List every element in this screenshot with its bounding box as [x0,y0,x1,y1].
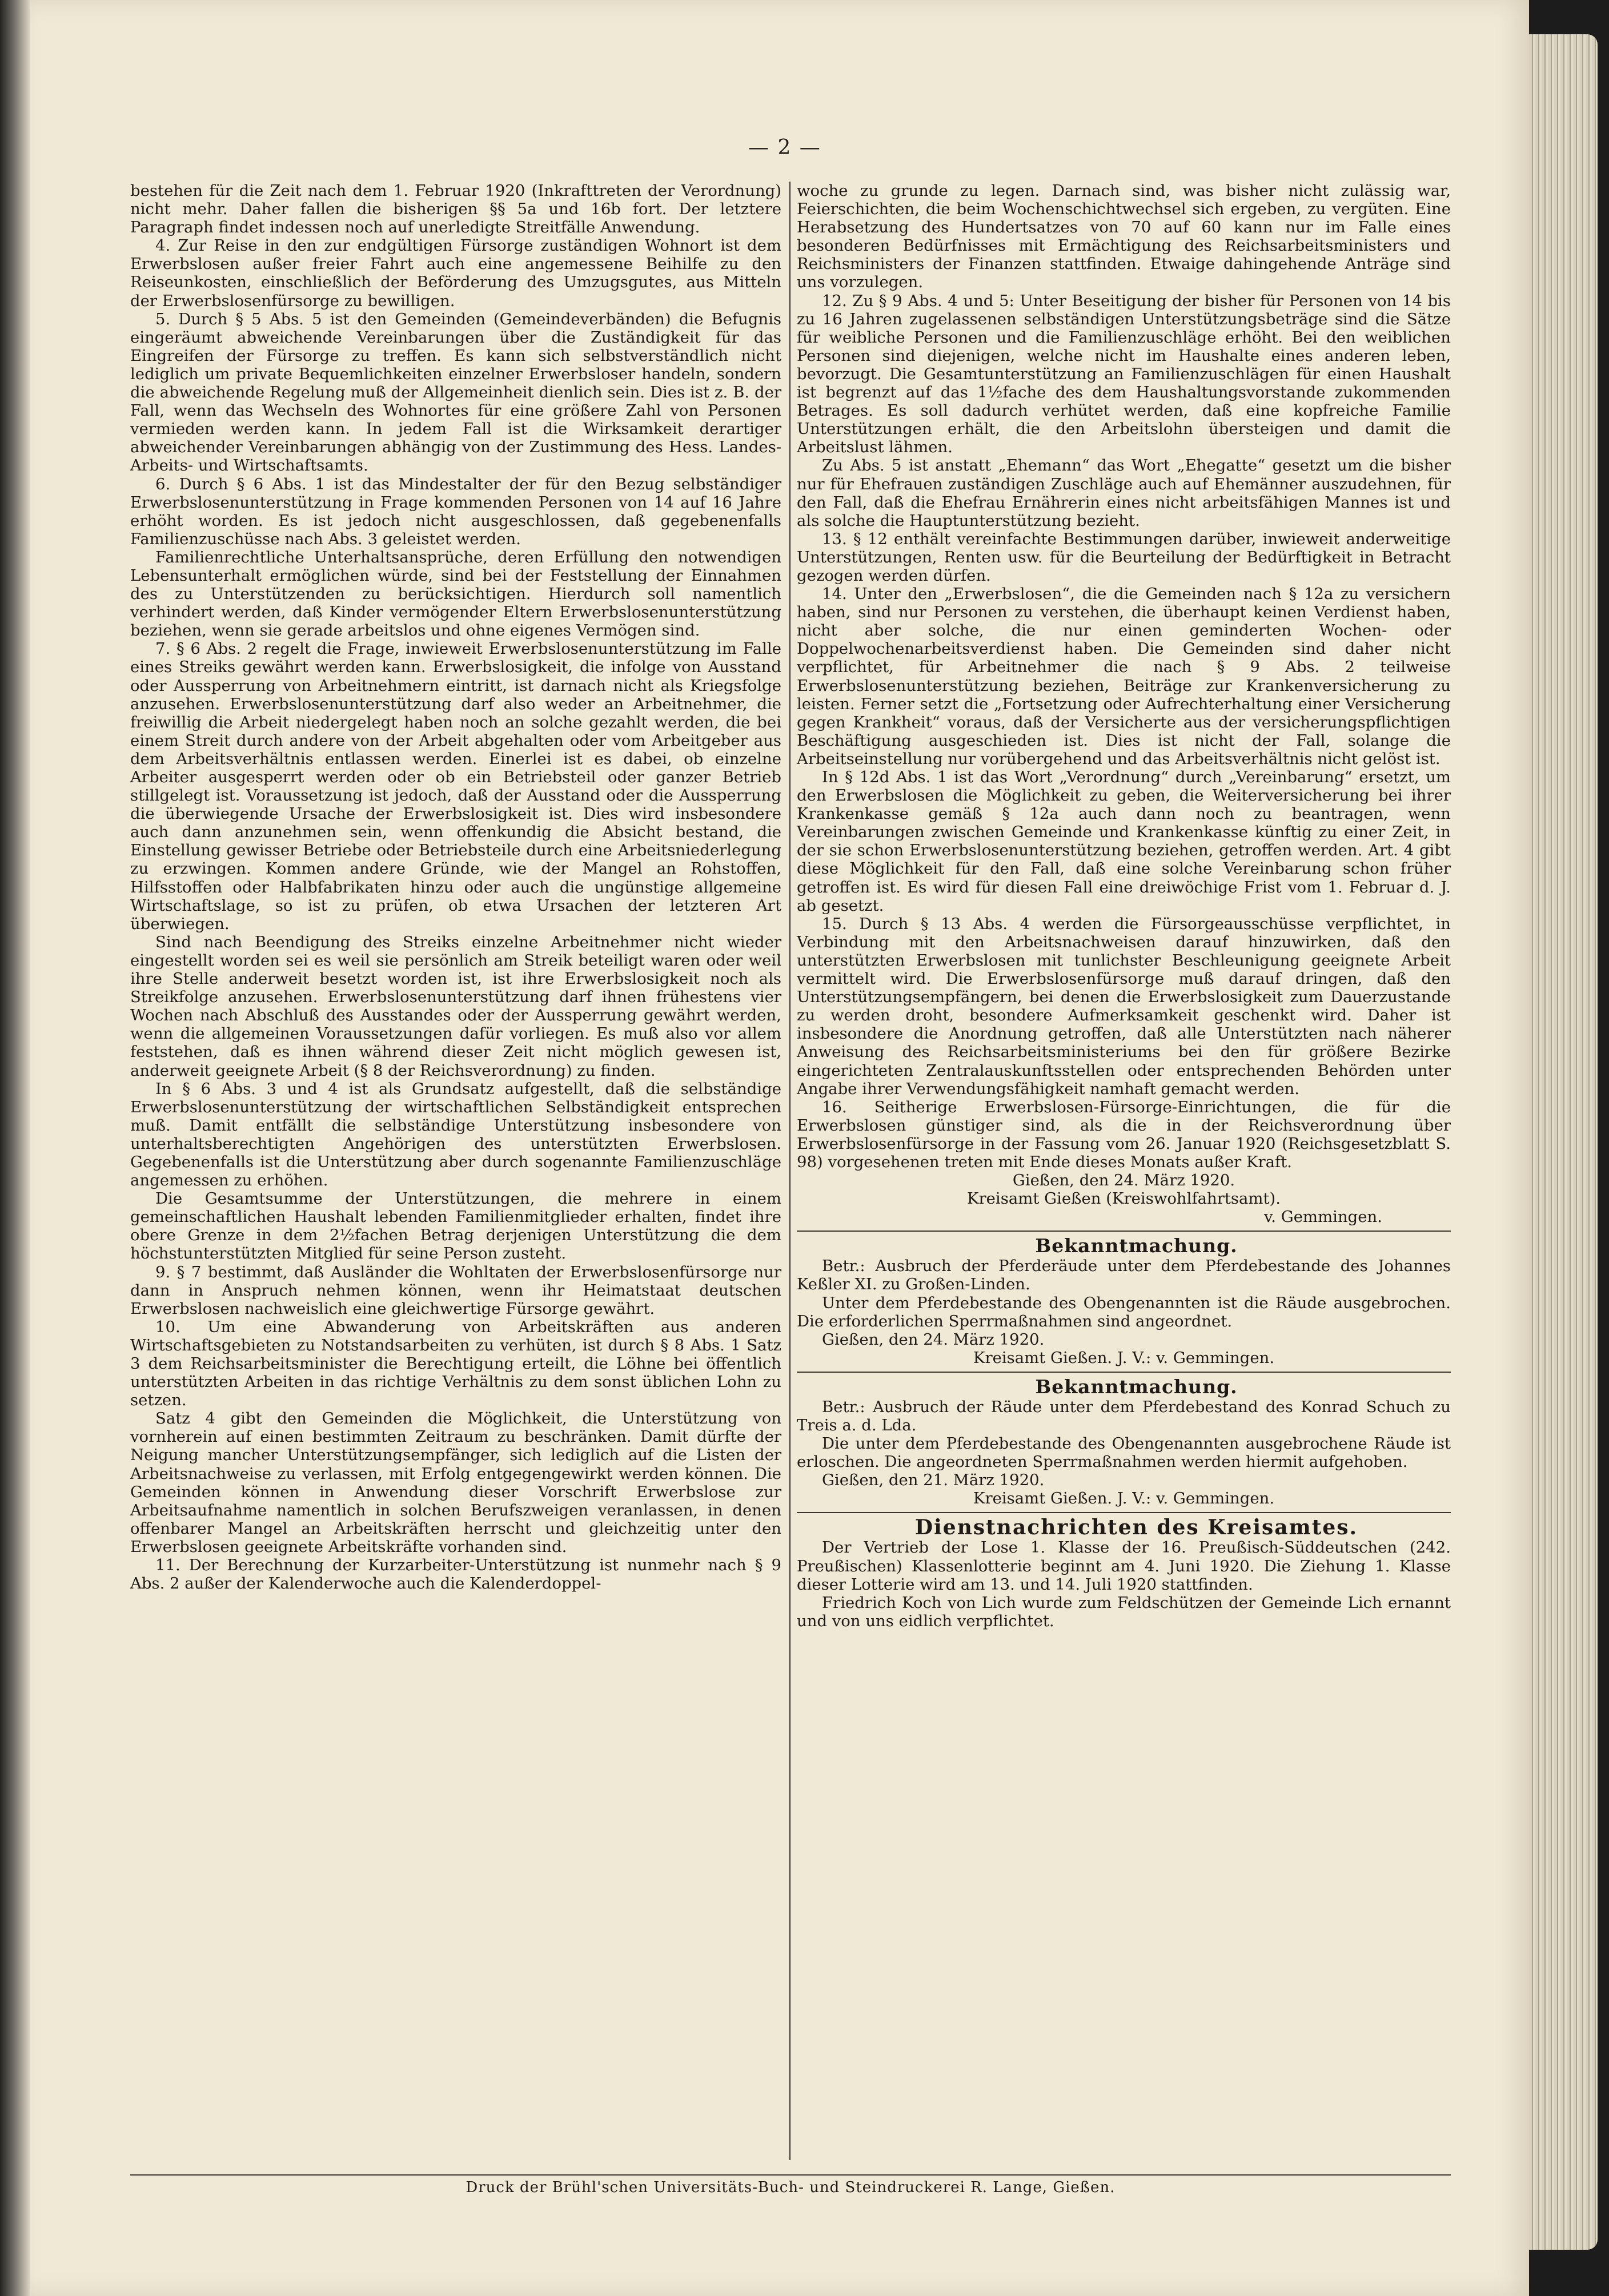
section-rule [797,1372,1451,1373]
paragraph: 5. Durch § 5 Abs. 5 ist den Gemeinden (Gemeindeverbänden) die Befugnis eingeräumt abweichende Vereinbarungen über die Zuständigkeit für das Eingreifen der Fürsorge zu treffen. Es kann sich selbstverständlich nicht lediglich um private Bequemlichkeiten einzelner Erwerbsloser handeln, sondern die abweichende Regelung muß der Allgemeinheit dienlich sein. Dies ist z. B. der Fall, wenn das Wechseln des Wohnortes für eine größere Zahl von Personen vermieden werden kann. In jedem Fall ist die Wirksamkeit derartiger abweichender Vereinbarungen abhängig von der Zustimmung des Hess. Landes-Arbeits- und Wirtschaftsamts. [130,309,781,475]
signature-name: v. Gemmingen. [1264,1208,1382,1227]
printer-imprint: Druck der Brühl'schen Universitäts-Buch- und Steindruckerei R. Lange, Gießen. [466,2179,1116,2196]
column-divider [789,182,791,2160]
section-rule [797,1512,1451,1513]
paragraph: woche zu grunde zu legen. Darnach sind, was bisher nicht zulässig war, Feierschichten, die beim Wochenschichtwechsel sich ergeben, zu vergüten. Eine Herabsetzung des Hundertsatzes von 70 auf 60 kann nur im Falle eines besonderen Bedürfnisses mit Ermächtigung des Reichsarbeitsministers und Reichsministers der Finanzen stattfinden. Etwaige dahingehende Anträge sind uns vorzulegen. [797,182,1451,292]
paragraph: 11. Der Berechnung der Kurzarbeiter-Unterstützung ist nunmehr nach § 9 Abs. 2 außer der Kalenderwoche auch die Kalenderdoppel- [130,1556,781,1593]
page-stack-edge [1529,34,1598,2250]
paragraph: 6. Durch § 6 Abs. 1 ist das Mindestalter der für den Bezug selbständiger Erwerbslosenunterstützung in Frage kommenden Personen von 14 auf 16 Jahre erhöht worden. Es ist jedoch nicht ausgeschlossen, daß gegebenenfalls Familienzuschüsse nach Abs. 3 geleistet werden. [130,475,781,548]
notice-signature: Kreisamt Gießen. J. V.: v. Gemmingen. [973,1348,1275,1367]
notice-place-date: Gießen, den 24. März 1920. [822,1330,1045,1349]
adjacent-page-edge [0,0,30,2296]
section-rule [797,1231,1451,1232]
notice-subject: Betr.: Ausbruch der Pferderäude unter dem Pferdebestande des Johannes Keßler XI. zu Großen-Linden. [797,1257,1451,1294]
paragraph: Sind nach Beendigung des Streiks einzelne Arbeitnehmer nicht wieder eingestellt worden sei es weil sie persönlich am Streik beteiligt waren oder weil ihre Stelle anderweit besetzt worden ist, ist ihre Erwerbslosigkeit noch als Streikfolge anzusehen. Erwerbslosenunterstützung darf ihnen frühestens vier Wochen nach Abschluß des Ausstandes oder der Aussperrung gewährt werden, wenn die allgemeinen Voraussetzungen dafür vorliegen. Es muß also vor allem feststehen, daß es ihnen während dieser Zeit nicht möglich gewesen ist, anderweit geeignete Arbeit (§ 8 der Reichsverordnung) zu finden. [130,932,781,1080]
notice-body: Die unter dem Pferdebestande des Obengenannten ausgebrochene Räude ist erloschen. Die angeordneten Sperrmaßnahmen werden hiermit aufgehoben. [797,1434,1451,1471]
notice-heading: Bekanntmachung. [1035,1235,1238,1257]
notice-body: Der Vertrieb der Lose 1. Klasse der 16. Preußisch-Süddeutschen (242. Preußischen) Klassenlotterie beginnt am 4. Juni 1920. Die Ziehung 1. Klasse dieser Lotterie wird am 13. und 14. Juli 1920 stattfinden. [797,1538,1451,1594]
footer-rule [130,2174,1451,2176]
paragraph: Familienrechtliche Unterhaltsansprüche, deren Erfüllung den notwendigen Lebensunterhalt ermöglichen würde, sind bei der Feststellung der Einnahmen des zu Unterstützenden zu berücksichtigen. Hierdurch soll namentlich verhindert werden, daß Kinder vermögender Eltern Erwerbslosenunterstützung beziehen, wenn sie gerade arbeitslos und ohne eigenes Vermögen sind. [130,548,781,640]
paragraph: 12. Zu § 9 Abs. 4 und 5: Unter Beseitigung der bisher für Personen von 14 bis zu 16 Jahren zugelassenen selbständigen Unterstützungsbeträge sind die Sätze für weibliche Personen und die Familienzuschläge erhöht. Bei den weiblichen Personen sind diejenigen, welche nicht im Haushalte eines anderen leben, bevorzugt. Die Gesamtunterstützung an Familienzuschlägen für einen Haushalt ist begrenzt auf das 1½fache des dem Haushaltungsvorstande zukommenden Betrages. Es soll dadurch verhütet werden, daß eine kopfreiche Familie Unterstützungen erhält, die den Arbeitslohn übersteigen und damit die Arbeitslust lähmen. [797,291,1451,457]
signature-place-date: Gießen, den 24. März 1920. [1012,1171,1235,1190]
notice-body: Friedrich Koch von Lich wurde zum Feldschützen der Gemeinde Lich ernannt und von uns eidlich verpflichtet. [797,1593,1451,1630]
paragraph: 14. Unter den „Erwerbslosen“, die die Gemeinden nach § 12a zu versichern haben, sind nur Personen zu verstehen, die überhaupt keinen Verdienst haben, nicht aber solche, die nur einen geminderten Wochen- oder Doppelwochenarbeitsverdienst haben. Die Gemeinden sind daher nicht verpflichtet, für Arbeitnehmer die nach § 9 Abs. 2 teilweise Erwerbslosenunterstützung beziehen, Beiträge zur Krankenversicherung zu leisten. Ferner setzt die „Fortsetzung oder Aufrechterhaltung einer Versicherung gegen Krankheit“ voraus, daß der Versicherte aus der versicherungspflichtigen Beschäftigung ausgeschieden ist. Dies ist nicht der Fall, solange die Arbeitseinstellung nur vorübergehend und das Arbeitsverhältnis nicht gelöst ist. [797,585,1451,768]
page-number: — 2 — [748,136,821,159]
notice-subject: Betr.: Ausbruch der Räude unter dem Pferdebestand des Konrad Schuch zu Treis a. d. Lda. [797,1397,1451,1434]
left-column [130,182,781,1593]
notice-signature: Kreisamt Gießen. J. V.: v. Gemmingen. [973,1489,1275,1508]
paragraph: Zu Abs. 5 ist anstatt „Ehemann“ das Wort „Ehegatte“ gesetzt um die bisher nur für Ehefrauen zuständigen Zuschläge auch auf Ehemänner auszudehnen, für den Fall, daß die Ehefrau Ernährerin eines nicht arbeitsfähigen Mannes ist und als solche die Hauptunterstützung bezieht. [797,456,1451,530]
paragraph: In § 12d Abs. 1 ist das Wort „Verordnung“ durch „Vereinbarung“ ersetzt, um den Erwerbslosen die Möglichkeit zu geben, die Weiterversicherung bei ihrer Krankenkasse gemäß § 12a auch dann noch zu beantragen, wenn Vereinbarungen zwischen Gemeinde und Krankenkasse künftig zu einer Zeit, in der sie schon Erwerbslosenunterstützung beziehen, getroffen werden. Art. 4 gibt diese Möglichkeit für den Fall, daß eine solche Vereinbarung schon früher getroffen ist. Es wird für diesen Fall eine dreiwöchige Frist vom 1. Februar d. J. ab gesetzt. [797,768,1451,915]
paragraph: bestehen für die Zeit nach dem 1. Februar 1920 (Inkrafttreten der Verordnung) nicht mehr. Daher fallen die bisherigen §§ 5a und 16b fort. Der letztere Paragraph findet indessen noch auf unerledigte Streitfälle Anwendung. [130,182,781,237]
paragraph: In § 6 Abs. 3 und 4 ist als Grundsatz aufgestellt, daß die selbständige Erwerbslosenunterstützung der wirtschaftlichen Selbständigkeit entsprechen muß. Damit entfällt die selbständige Unterstützung insbesondere von unterhaltsberechtigten Angehörigen des unterstützten Erwerbslosen. Gegebenenfalls ist die Unterstützung aber durch sogenannte Familienzuschläge angemessen zu erhöhen. [130,1079,781,1190]
paragraph: 4. Zur Reise in den zur endgültigen Fürsorge zuständigen Wohnort ist dem Erwerbslosen außer freier Fahrt auch eine angemessene Beihilfe zu den Reiseunkosten, einschließlich der Beförderung des Umzugsgutes, aus Mitteln der Erwerbslosenfürsorge zu bewilligen. [130,236,781,310]
paragraph: 16. Seitherige Erwerbslosen-Fürsorge-Einrichtungen, die für die Erwerbslosen günstiger sind, als die in der Reichsverordnung über Erwerbslosenfürsorge in der Fassung vom 26. Januar 1920 (Reichsgesetzblatt S. 98) vorgesehenen treten mit Ende dieses Monats außer Kraft. [797,1097,1451,1171]
paragraph: Satz 4 gibt den Gemeinden die Möglichkeit, die Unterstützung von vornherein auf einen bestimmten Zeitraum zu beschränken. Damit dürfte der Neigung mancher Unterstützungsempfänger, sich lediglich auf die Listen der Arbeitsnachweise zu verlassen, mit Erfolg entgegengewirkt werden können. Die Gemeinden können in Anwendung dieser Vorschrift Erwerbslose zur Arbeitsaufnahme namentlich in solchen Berufszweigen veranlassen, in denen offenbarer Mangel an Arbeitskräften herrscht und gleichzeitig unter den Erwerbslosen geeignete Arbeitskräfte vorhanden sind. [130,1409,781,1556]
paragraph: 10. Um eine Abwanderung von Arbeitskräften aus anderen Wirtschaftsgebieten zu Notstandsarbeiten zu verhüten, ist durch § 8 Abs. 1 Satz 3 dem Reichsarbeitsminister die Berechtigung erteilt, die Löhne bei öffentlich unterstützten Arbeiten in das richtige Verhältnis zu dem sonst üblichen Lohn zu setzen. [130,1317,781,1410]
notice-place-date: Gießen, den 21. März 1920. [822,1471,1045,1490]
signature-office: Kreisamt Gießen (Kreiswohlfahrtsamt). [966,1189,1281,1208]
paragraph: Die Gesamtsumme der Unterstützungen, die mehrere in einem gemeinschaftlichen Haushalt lebenden Familienmitglieder erhalten, findet ihre obere Grenze in dem 2½fachen Betrag derjenigen Unterstützung die dem höchstunterstützten Mitglied für seine Person zusteht. [130,1189,781,1263]
paragraph: 9. § 7 bestimmt, daß Ausländer die Wohltaten der Erwerbslosenfürsorge nur dann in Anspruch nehmen können, wenn ihr Heimatstaat deutschen Erwerbslosen nachweislich eine gleichwertige Fürsorge gewährt. [130,1262,781,1318]
notice-heading: Bekanntmachung. [1035,1375,1238,1398]
notice-heading: Dienstnachrichten des Kreisamtes. [914,1515,1358,1540]
notice-body: Unter dem Pferdebestande des Obengenannten ist die Räude ausgebrochen. Die erforderlichen Sperrmaßnahmen sind angeordnet. [797,1293,1451,1330]
right-column [797,182,1451,1630]
paragraph: 7. § 6 Abs. 2 regelt die Frage, inwieweit Erwerbslosenunterstützung im Falle eines Streiks gewährt werden kann. Erwerbslosigkeit, die infolge von Ausstand oder Aussperrung von Arbeitnehmern eintritt, ist darnach nicht als Kriegsfolge anzusehen. Erwerbslosenunterstützung darf also weder an Arbeitnehmer, die freiwillig die Arbeit niedergelegt haben noch an solche gezahlt werden, die bei einem Streit durch andere von der Arbeit abgehalten oder vom Arbeitgeber aus dem Arbeitsverhältnis entlassen werden. Einerlei ist es dabei, ob einzelne Arbeiter ausgesperrt werden oder ob ein Betriebsteil oder ganzer Betrieb stillgelegt ist. Voraussetzung ist jedoch, daß der Ausstand oder die Aussperrung die überwiegende Ursache der Erwerbslosigkeit ist. Dies wird insbesondere auch dann anzunehmen sein, wenn offenkundig die Absicht bestand, die Einstellung gewisser Betriebe oder Betriebsteile durch eine Arbeitsniederlegung zu erzwingen. Kommen andere Gründe, wie der Mangel an Rohstoffen, Hilfsstoffen oder Halbfabrikaten hinzu oder auch die ungünstige allgemeine Wirtschaftslage, so ist zu prüfen, ob etwa Ursachen der letzteren Art überwiegen. [130,640,781,933]
paragraph: 13. § 12 enthält vereinfachte Bestimmungen darüber, inwieweit anderweitige Unterstützungen, Renten usw. für die Beurteilung der Bedürftigkeit in Betracht gezogen werden dürfen. [797,529,1451,585]
paragraph: 15. Durch § 13 Abs. 4 werden die Fürsorgeausschüsse verpflichtet, in Verbindung mit den Arbeitsnachweisen darauf hinzuwirken, daß den unterstützten Erwerbslosen mit tunlichster Beschleunigung geeignete Arbeit vermittelt wird. Die Erwerbslosenfürsorge muß darauf dringen, daß den Unterstützungsempfängern, bei denen die Erwerbslosigkeit zum Dauerzustande zu werden droht, besondere Aufmerksamkeit geschenkt wird. Daher ist insbesondere die Anordnung getroffen, daß alle Unterstützten nach näherer Anweisung des Reichsarbeitsministeriums bei den für größere Bezirke eingerichteten Zentralauskunftsstellen oder entsprechenden Behörden unter Angabe ihrer Verwendungsfähigkeit namhaft gemacht werden. [797,914,1451,1098]
